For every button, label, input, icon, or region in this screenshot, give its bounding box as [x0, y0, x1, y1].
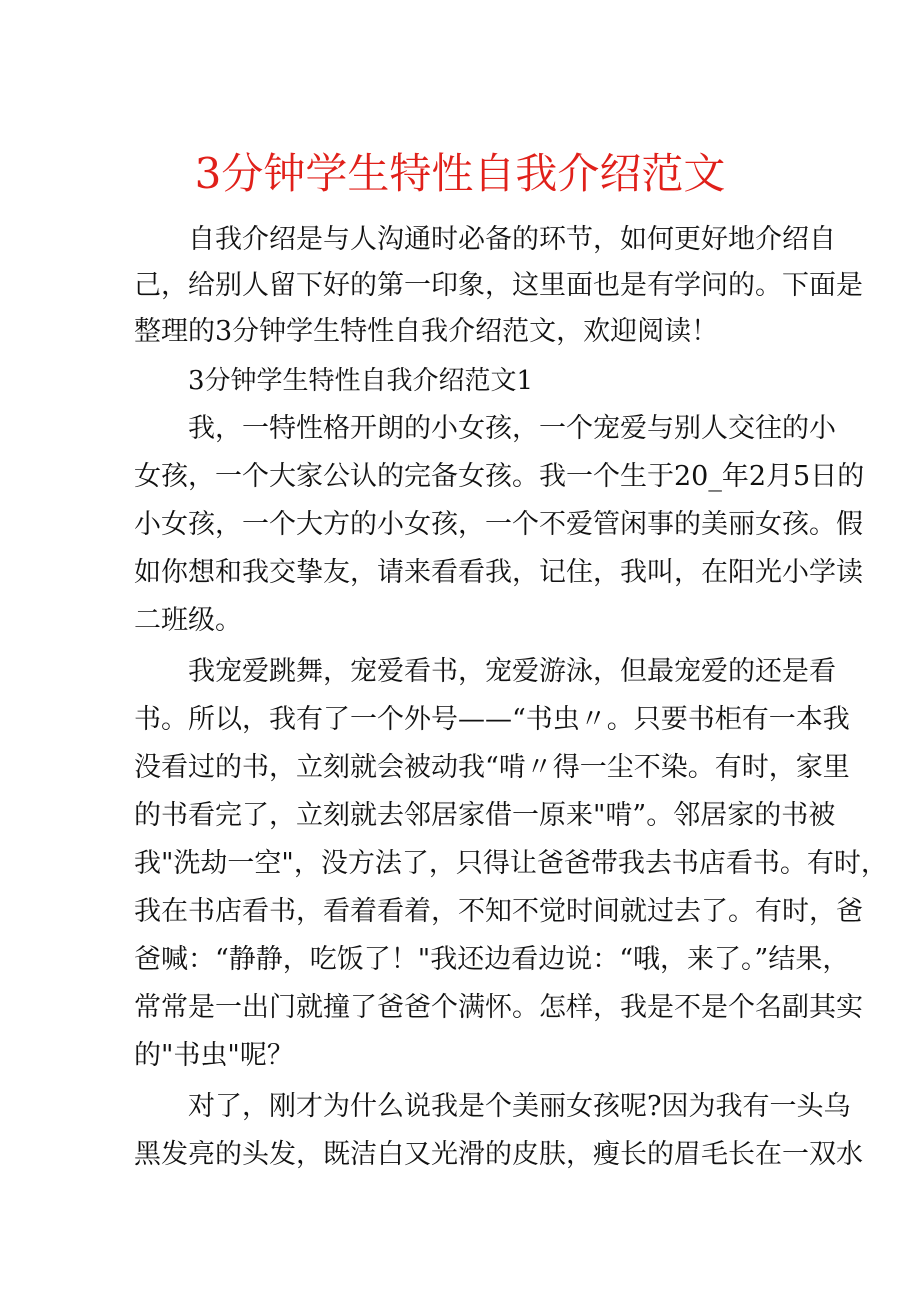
p2-line-7: 爸喊：“静静，吃饭了！"我还边看边说：“哦，来了。”结果， — [134, 944, 850, 975]
p1-line-4: 如你想和我交挚友，请来看看我，记住，我叫，在阳光小学读 — [134, 557, 863, 588]
p3-line-2: 黑发亮的头发，既洁白又光滑的皮肤，瘦长的眉毛长在一双水 — [134, 1139, 863, 1170]
p1-line-1: 我，一特性格开朗的小女孩，一个宠爱与别人交往的小 — [188, 413, 836, 444]
p1-line-2: 女孩，一个大家公认的完备女孩。我一个生于20_年2月5日的 — [134, 461, 865, 492]
p2-line-4: 的书看完了，立刻就去邻居家借一原来"啃”。邻居家的书被 — [134, 800, 836, 831]
p2-line-9: 的"书虫"呢？ — [134, 1040, 294, 1071]
p2-line-8: 常常是一出门就撞了爸爸个满怀。怎样，我是不是个名副其实 — [134, 992, 863, 1023]
p2-line-6: 我在书店看书，看着看着，不知不觉时间就过去了。有时，爸 — [134, 896, 863, 927]
p2-line-5: 我"洗劫一空"，没方法了，只得让爸爸带我去书店看书。有时， — [134, 848, 888, 879]
intro-line-3: 整理的3分钟学生特性自我介绍范文，欢迎阅读！ — [134, 316, 719, 347]
intro-line-2: 己，给别人留下好的第一印象，这里面也是有学问的。下面是 — [134, 270, 863, 301]
intro-line-1: 自我介绍是与人沟通时必备的环节，如何更好地介绍自 — [188, 224, 836, 255]
p1-line-3: 小女孩，一个大方的小女孩，一个不爱管闲事的美丽女孩。假 — [134, 509, 863, 540]
p2-line-2: 书。所以，我有了一个外号——“书虫〃。只要书柜有一本我 — [134, 704, 850, 735]
document-title: 3分钟学生特性自我介绍范文 — [194, 149, 726, 198]
section-heading: 3分钟学生特性自我介绍范文1 — [188, 366, 534, 396]
p2-line-3: 没看过的书，立刻就会被动我“啃〃得一尘不染。有时，家里 — [134, 752, 850, 783]
p1-line-5: 二班级。 — [134, 605, 242, 636]
p2-line-1: 我宠爱跳舞，宠爱看书，宠爱游泳，但最宠爱的还是看 — [188, 656, 836, 687]
p3-line-1: 对了，刚才为什么说我是个美丽女孩呢?因为我有一头乌 — [188, 1091, 851, 1122]
